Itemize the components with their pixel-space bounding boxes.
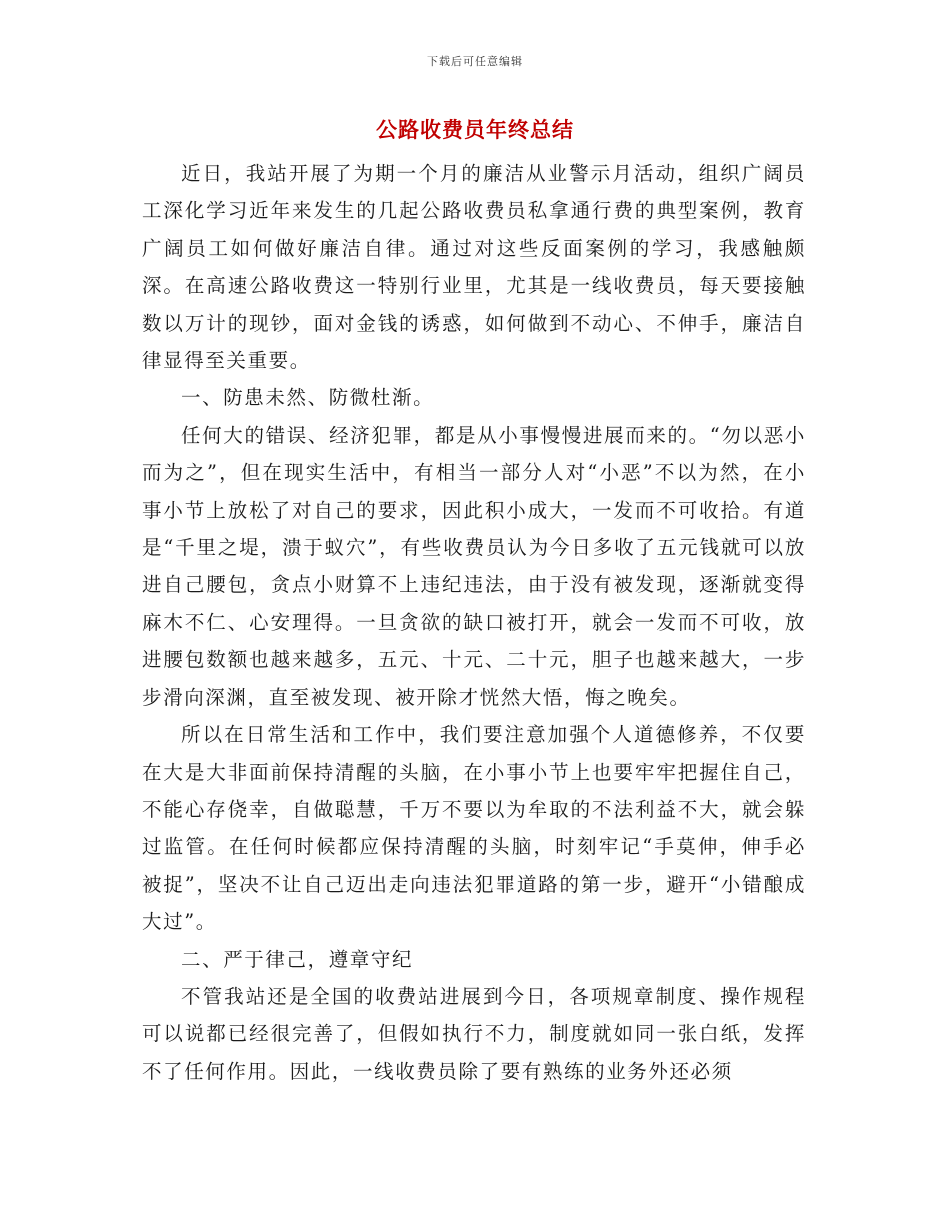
body-paragraph: 近日，我站开展了为期一个月的廉洁从业警示月活动，组织广阔员工深化学习近年来发生的几起公路收费员私拿通行费的典型案例，教育广阔员工如何做好廉洁自律。通过对这些反面案例的学习，我感触颇深。在高速公路收费这一特别行业里，尤其是一线收费员，每天要接触数以万计的现钞，面对金钱的诱惑，如何做到不动心、不伸手，廉洁自律显得至关重要。 [142,162,806,373]
section-heading: 二、严于律己，遵章守纪 [181,947,414,971]
document-body [142,155,806,1090]
body-paragraph: 所以在日常生活和工作中，我们要注意加强个人道德修养，不仅要在大是大非面前保持清醒的头脑，在小事小节上也要牢牢把握住自己，不能心存侥幸，自做聪慧，千万不要以为牟取的不法利益不大，就会躲过监管。在任何时候都应保持清醒的头脑，时刻牢记“手莫伸，伸手必被捉”，坚决不让自己迈出走向违法犯罪道路的第一步，避开“小错酿成大过”。 [142,723,806,934]
body-paragraph: 任何大的错误、经济犯罪，都是从小事慢慢进展而来的。“勿以恶小而为之”，但在现实生活中，有相当一部分人对“小恶”不以为然，在小事小节上放松了对自己的要求，因此积小成大，一发而不可收拾。有道是“千里之堤，溃于蚁穴”，有些收费员认为今日多收了五元钱就可以放进自己腰包，贪点小财算不上违纪违法，由于没有被发现，逐渐就变得麻木不仁、心安理得。一旦贪欲的缺口被打开，就会一发而不可收，放进腰包数额也越来越多，五元、十元、二十元，胆子也越来越大，一步步滑向深渊，直至被发现、被开除才恍然大悟，悔之晚矣。 [142,423,806,709]
document-title: 公路收费员年终总结 [376,117,574,142]
header-note: 下载后可任意编辑 [427,55,523,68]
body-paragraph: 不管我站还是全国的收费站进展到今日，各项规章制度、操作规程可以说都已经很完善了，但假如执行不力，制度就如同一张白纸，发挥不了任何作用。因此，一线收费员除了要有熟练的业务外还必须 [142,984,806,1083]
section-heading: 一、防患未然、防微杜渐。 [181,386,435,410]
